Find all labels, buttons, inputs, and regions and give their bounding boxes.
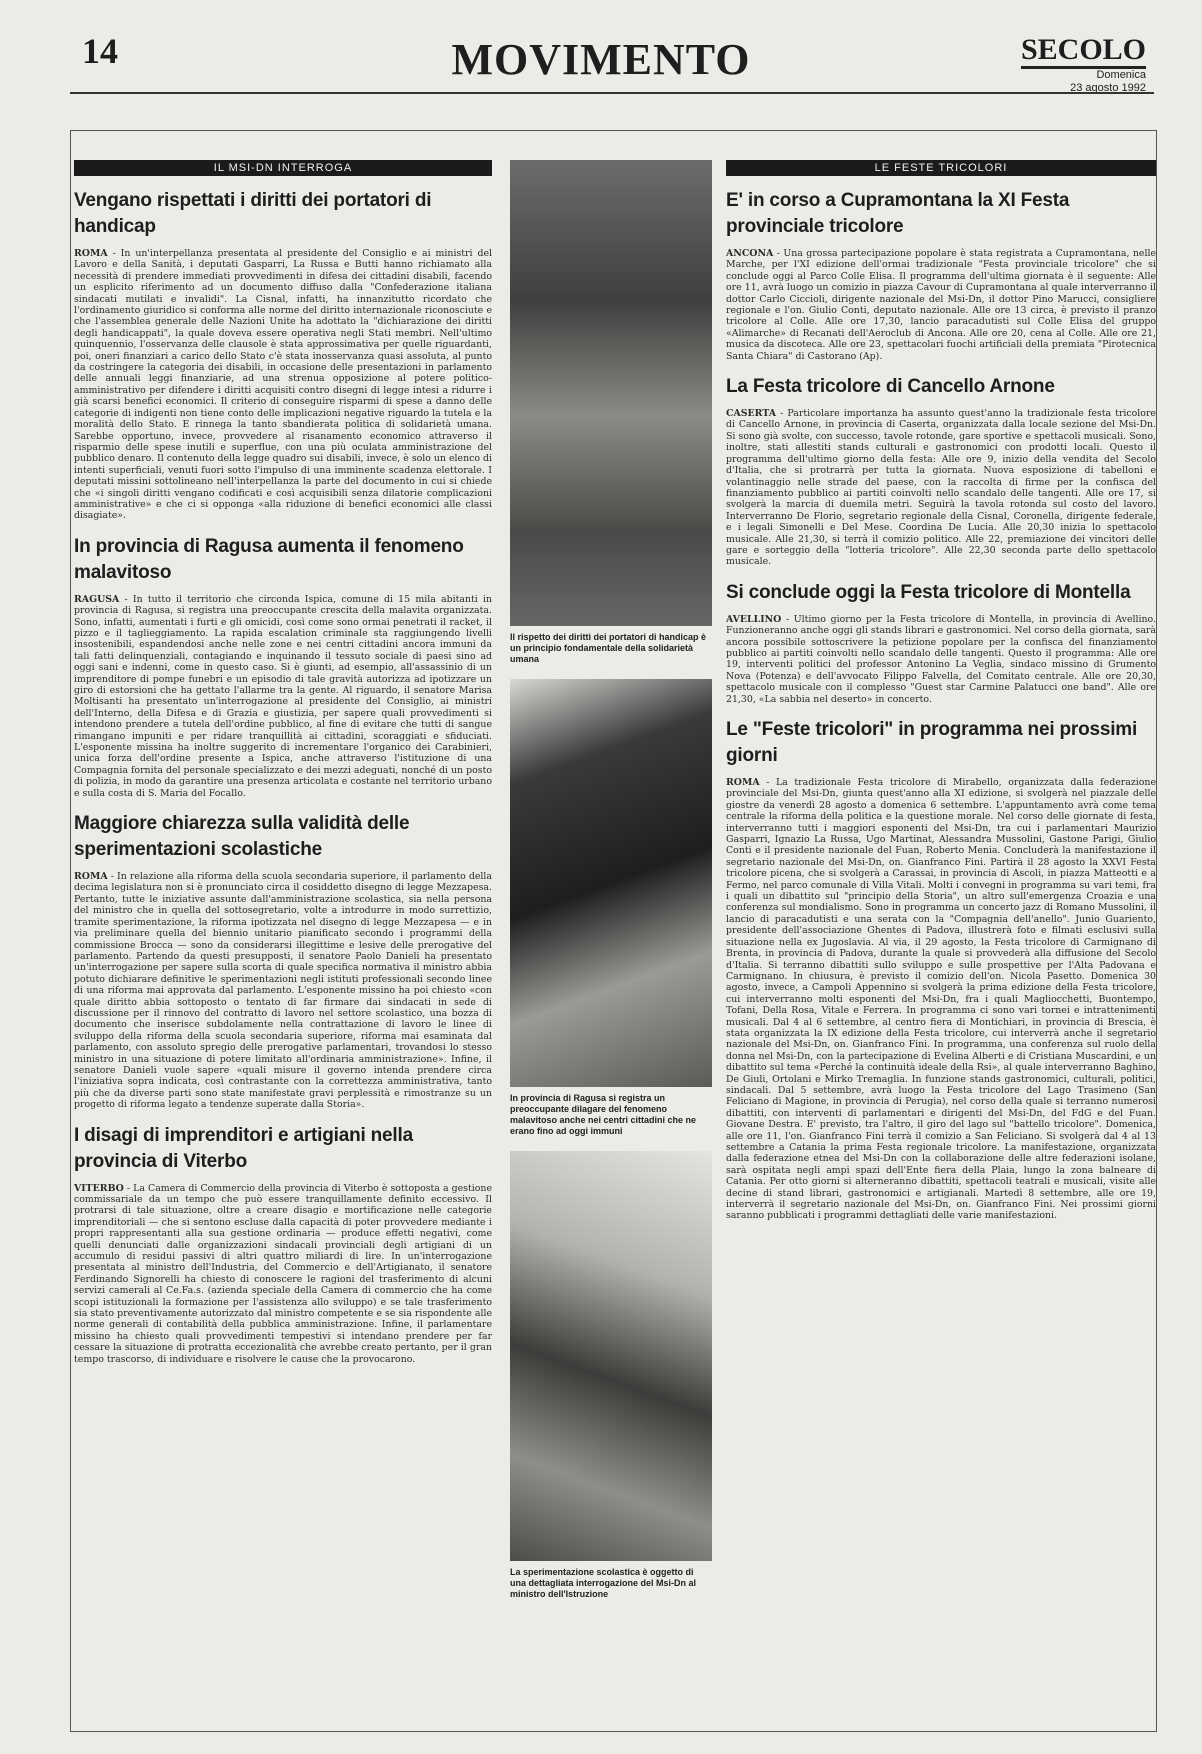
article-text: - La tradizionale Festa tricolore di Mirabello, organizzata dalla federazione provinciale del Msi-Dn, giunta quest'anno alla XI edizione, si svolgerà nel piazzale delle giostre da venerdì 28 agosto a domenica 6 settembre. L'appuntamento avrà come tema centrale la riforma della politica e la questione morale. Nel corso delle giornate di festa, interverranno tutti i maggiori esponenti del Msi-Dn, tra cui i parlamentari Maurizio Gasparri, Ignazio La Russa, Ugo Martinat, Alessandra Mussolini, Gastone Parigi, Giulio Conti e il presidente nazionale del Fuan, Roberto Menia. Concluderà la manifestazione il segretario nazionale del Msi-Dn, on. Gianfranco Fini. Partirà il 28 agosto la XXVI Festa tricolore picena, che si svolgerà a Carassai, in provincia di Ascoli, in piazza Matteotti e a Fermo, nel parco comunale di Villa Vitali. Molti i convegni in programma su vari temi, fra i quali un dibattito sul "principio della Storia", un altro sull'emergenza Croazia e una conferenza sul mondialismo. Sono in programma un concerto jazz di Romano Mussolini, il lancio di paracadutisti e una serata con la "Compagnia dell'anello". Junio Guariento, presidente dell'associazione Ghentes di Padova, illustrerà foto e filmati esclusivi sulla situazione nella ex Jugoslavia. Al via, il 29 agosto, la Festa tricolore di Carmignano di Brenta, in provincia di Padova, durante la quale si provvederà alla diffusione del Secolo d'Italia. Si terranno dibattiti sullo sviluppo e sulle prospettive per l'Alta Padovana e Carmignano. In chiusura, è previsto il comizio dell'on. Nicola Pasetto. Domenica 30 agosto, invece, a Campoli Appennino si svolgerà la prima edizione della Festa tricolore, cui interverranno molti esponenti del Msi-Dn, fra i quali Magliocchetti, Buontempo, Tofani, Della Rosa, Vitale e Ferrera. In programma ci sono vari tornei e intrattenimenti musicali. Dal 4 al 6 settembre, al centro fiera di Montichiari, in provincia di Brescia, è stata organizzata la IX edizione della Festa tricolore, cui interverrà anche il segretario nazionale del Msi-Dn, on. Gianfranco Fini. In programma, una conferenza sul ruolo della donna nel Msi-Dn, con la partecipazione di Evelina Alberti e di Cristiana Muscardini, e un dibattito sul tema «Perché la continuità ideale della Rsi», al quale interverranno Baghino, De Giuli, Ortolani e Mirko Tremaglia. In funzione stands gastronomici, culturali, politici, sindacali. Dal 5 settembre, avrà luogo la Festa tricolore del Lago Trasimeno (San Feliciano di Magione, in provincia di Perugia), nel corso della quale si terranno numerosi dibattiti, con interventi di parlamentari e dirigenti del Msi-Dn, del FdG e del Fuan. Giovane Destra. E' previsto, tra l'altro, il giro del lago sul "battello tricolore". Domenica, alle ore 11, l'on. Gianfranco Fini terrà il comizio a San Feliciano. Si svolgerà dal 4 al 13 settembre a Catania la prima Festa regionale tricolore. La manifestazione, organizzata dalla federazione etnea del Msi-Dn con la collaborazione delle altre federazioni isolane, sarà ospitata negli ampi spazi dell'Ente fiera della Plaia, lungo la zona balneare di Catania. Per otto giorni si alterneranno dibattiti, spettacoli teatrali e musicali, visite alle decine di stand librari, gastronomici e artigianali. Martedì 8 settembre, alle ore 19, interverrà il segretario nazionale del Msi-Dn, on. Gianfranco Fini. Nei prossimi giorni saranno pubblicati i programmi dettagliati delle varie manifestazioni. [726,777,1156,1222]
photo-wheelchair [510,160,712,626]
article-text: - In un'interpellanza presentata al presidente del Consiglio e ai ministri del Lavoro e della Sanità, i deputati Gasparri, La Russa e Butti hanno richiamato alla necessità di prendere immediati provvedimenti in difesa dei cittadini disabili, facendo un esplicito riferimento ad un documento diffuso dalla "Confederazione italiana sindacati mutilati e invalidi". La Cisnal, infatti, ha innanzitutto ricordato che l'ordinamento giuridico si conforma alle norme del diritto internazionale riconosciute e che l'assemblea generale delle Nazioni Unite ha adottato la "dichiarazione dei diritti degli handicappati", la quale doveva essere operativa negli Stati membri. Nell'ultimo quinquennio, l'osservanza delle clausole è stata approssimativa per quelle riguardanti, poi, oneri finanziari a carico dello Stato c'è stata inosservanza quasi assoluta, al punto da costringere la categoria dei disabili, in occasione delle presentazioni in parlamento delle annuali leggi finanziarie, ad una strenua opposizione al potere politico-amministrativo per difendere i diritti acquisiti contro disegni di legge intesi a ridurre i già scarsi benefici economici. Il criterio di conseguire risparmi di spese a danno delle categorie di indigenti non tiene conto delle implicazioni negative riguardo la tutela e la moralità dello Stato. E rinnega la tanto sbandierata politica di solidarietà umana. Sarebbe opportuno, invece, provvedere al risanamento economico attraverso il risparmio delle spese inutili e superflue, con una più oculata amministrazione del pubblico denaro. Il contenuto della legge quadro sui disabili, invece, è solo un elenco di intenti superficiali, venuti fuori sotto l'impulso di una imminente scadenza elettorale. I deputati missini sottolineano nell'interpellanza la parte del documento in cui si chiede che «i singoli diritti vengano codificati e così acquisibili senza dilatorie complicazioni amministrative» e che ci si opponga «alla riduzione di benefici economici alle classi disagiate». [74,248,493,522]
article-title: In provincia di Ragusa aumenta il fenomeno malavitoso [74,535,464,583]
dateline: ROMA [726,777,760,788]
article-text: - Una grossa partecipazione popolare è stata registrata a Cupramontana, nelle Marche, per l'XI edizione dell'ormai tradizionale "Festa provinciale tricolore" che si conclude oggi al Parco Colle Elisa. Il programma dell'ultima giornata è il seguente: Alle ore 11, avrà luogo un comizio in piazza Cavour di Cupramontana al quale interverranno il dottor Carlo Ciccioli, dirigente nazionale del Msi-Dn, il dottor Pino Marucci, consigliere regionale e l'on. Giulio Conti, deputato nazionale. Alle ore 13 circa, è previsto il pranzo tricolore al Colle. Alle ore 17,30, lancio paracadutisti sul Colle Elisa del gruppo «Alimarche» di Recanati dell'Aeroclub di Ancona. Alle ore 20, cena al Colle. Alle ore 21, musica da discoteca. Alle ore 23, spettacolari fuochi artificiali della premiata "Pirotecnica Santa Chiara" di Castorano (Ap). [726,248,1156,362]
article-body [74,248,492,522]
article-text: - In relazione alla riforma della scuola secondaria superiore, il parlamento della decima legislatura non si è pronunciato circa il cosiddetto disegno di legge Mezzapesa. Pertanto, tutte le iniziative assunte dall'amministrazione scolastica, sia nella persona del ministro che in quella del sottosegretario, volte a introdurre in modo surrettizio, tramite sperimentazione, la riforma ipotizzata nel disegno di legge Mezzapesa — e in via preliminare quella del biennio unitario pianificato secondo i programmi della commissione Brocca — sono da considerarsi illegittime e lesive delle prerogative del parlamento. Partendo da questi presupposti, il senatore Paolo Danieli ha presentato un'interrogazione per sapere sulla scorta di quale specifica normativa il ministro abbia potuto dichiarare definitive le sperimentazioni negli istituti professionali secondo linee di una riforma mai approvata dal parlamento. L'esponente missino ha poi chiesto «con quale diritto abbia sottoposto o tentato di far firmare dai sindacati in sede di discussione per il rinnovo del contratto di lavoro nel settore scolastico, una bozza di documento che inserisce subdolamente nella contrattazione di lavoro le linee di sviluppo della riforma della scuola secondaria superiore, riforma mai esaminata dal parlamento, con assoluto spregio delle prerogative parlamentari, trovandosi lo stesso ministro in una situazione di potere limitato all'ordinaria amministrazione». Infine, il senatore Danieli vuole sapere «quali misure il governo intenda prendere circa l'iniziativa sopra indicata, così contrastante con la correttezza amministrativa, tanto più che da diverse parti sono state manifestate gravi perplessità e rimostranze su un progetto di riforma legato a tendenze superate dalla Storia». [74,871,493,1111]
page-number: 14 [82,31,118,71]
article-title: Le "Feste tricolori" in programma nei prossimi giorni [726,719,1138,766]
article-cupramontana [726,188,1156,362]
header-rule [70,92,1154,94]
right-rubric: LE FESTE TRICOLORI [726,160,1156,176]
article-body [726,248,1156,362]
article-body [74,871,492,1111]
article-ragusa [74,534,492,799]
article-title: Maggiore chiarezza sulla validità delle sperimentazioni scolastiche [74,813,410,861]
article-cancello-arnone [726,374,1156,568]
issue-date: 23 agosto 1992 [1070,81,1146,94]
article-title: I disagi di imprenditori e artigiani nella provincia di Viterbo [74,1124,413,1172]
dateline: VITERBO [74,1182,124,1194]
article-body [74,1183,492,1366]
article-body [726,614,1156,705]
dateline: RAGUSA [74,593,120,605]
article-montella [726,580,1156,705]
photo-column [510,160,712,1614]
article-scuola [74,811,492,1111]
left-rubric: IL MSI-DN INTERROGA [74,160,492,176]
article-title: Si conclude oggi la Festa tricolore di Montella [726,581,1131,603]
photo-caption: In provincia di Ragusa si registra un preoccupante dilagare del fenomeno malavitoso anche nei centri cittadini che ne erano fino ad oggi immuni [510,1093,697,1136]
photo-carabinieri [510,679,712,1087]
article-title: La Festa tricolore di Cancello Arnone [726,376,1055,398]
article-text: - In tutto il territorio che circonda Ispica, comune di 15 mila abitanti in provincia di Ragusa, si registra una preoccupante crescita della malavita organizzata. Sono, infatti, aumentati i furti e gli omicidi, così come sono ormai penetrati il racket, il pizzo e il taglieggiamento. La rapida escalation criminale sta raggiungendo livelli insostenibili, espandendosi anche nelle zone e nei centri cittadini ancora immuni da tali fatti delinquenziali, contagiando e inquinando il tessuto sociale di paesi sino ad oggi sani e indenni, come in questo caso. Si è giunti, ad esempio, all'assassinio di un imprenditore di pompe funebri e un episodio di tale gravità autorizza ad ipotizzare un giro di estorsioni che ha gettato l'allarme tra la gente. Al riguardo, il senatore Marisa Moltisanti ha presentato un'interrogazione al presidente del Consiglio, ai ministri dell'Interno, della Difesa e di Grazia e giustizia, per sapere quali provvedimenti si intendono prendere a tutela dell'ordine pubblico, al fine di evitare che tutti di sangue rimangano impuniti e per ridare tranquillità ai cittadini, scoraggiati e sfiduciati. L'esponente missina ha inoltre suggerito di incrementare l'organico dei Carabinieri, unica forza dell'ordine presente a Ispica, anche attraverso l'istituzione di una Compagnia fornita del personale specializzato e dei mezzi adeguati, nonché di un posto di polizia, in modo da garantire una presenza articolata e costante nel territorio urbano e sulla costa di S. Maria del Focallo. [74,593,492,799]
article-text: - La Camera di Commercio della provincia di Viterbo è sottoposta a gestione commissariale da un tempo che può essere tranquillamente definito eccessivo. Il protrarsi di tale situazione, oltre a creare disagio e mortificazione nelle categorie imprenditoriali — che si sentono escluse dalla capacità di poter provvedere mediante i propri rappresentanti alla sua gestione ordinaria — produce effetti negativi, come quelli denunciati dalle organizzazioni sindacali provinciali degli artigiani di un accumulo di residui passivi di altri quattro miliardi di lire. In un'interrogazione presentata al ministro dell'Industria, del Commercio e dell'Artigianato, il senatore Ferdinando Signorelli ha chiesto di conoscere le ragioni del trasferimento di alcuni servizi camerali al Ce.Fa.s. (azienda speciale della Camera di commercio che ha come scopi istituzionali la formazione per l'assistenza allo sviluppo) e se tale trasferimento sia stato preventivamente autorizzato dal ministro competente e se sia rispondente alle norme generali di contabilità della pubblica amministrazione. Infine, il parlamentare missino ha chiesto quali provvedimenti tempestivi si intendano prendere per far cessare la situazione di protratta eccezionalità che avrebbe creato pertanto, per il gran tempo trascorso, di individuare e risolvere le cause che la provocarono. [74,1182,492,1365]
article-viterbo [74,1123,492,1366]
dateline: ANCONA [726,248,774,259]
article-title: Vengano rispettati i diritti dei portatori di handicap [74,190,432,237]
article-feste-programma [726,717,1156,1222]
photo-classroom [510,1151,712,1561]
article-handicap [74,188,492,522]
dateline: ROMA [74,871,108,883]
article-title: E' in corso a Cupramontana la XI Festa provinciale tricolore [726,190,1070,237]
right-column [726,160,1156,1234]
paper-logo: SECOLO [1021,34,1146,69]
masthead [1021,34,1146,95]
left-column [74,160,492,1377]
article-text: - Particolare importanza ha assunto quest'anno la tradizionale festa tricolore di Cancello Arnone, in provincia di Caserta, organizzata dalla locale sezione del Msi-Dn. Si sono già svolte, con successo, tavole rotonde, gare sportive e spettacoli musicali. Sono, inoltre, stati allestiti stands culturali e gastronomici con prodotti locali. Questo il programma dell'ultimo giorno della festa: Alle ore 9, inizio della vendita del Secolo d'Italia, che si protrarrà per tutta la giornata. Nuova esposizione di tabelloni e volantinaggio nelle strade del paese, con la raccolta di firme per la confisca del finanziamento pubblico ai partiti coinvolti nello scandalo delle tangenti. Alle ore 17, si svolgerà la marcia di duemila metri. Seguirà la tavola rotonda sul costo del lavoro. Interverranno De Florio, segretario regionale della Cisnal, Coronella, dirigente federale, e i legali Simonelli e Del Mese. Coordina De Lucia. Alle 20,30 inizia lo spettacolo musicale. Alle 21,30, si terrà il comizio politico. Alle 22, premiazione dei vincitori delle gare e sorteggio della "lotteria tricolore". Alle 22,30 seconda parte dello spettacolo musicale. [726,408,1156,568]
article-body [726,777,1156,1222]
issue-day: Domenica [1096,68,1146,81]
photo-caption: La sperimentazione scolastica è oggetto di una dettagliata interrogazione del Msi-Dn al ministro dell'Istruzione [510,1567,697,1599]
article-body [726,408,1156,568]
section-title: MOVIMENTO [451,35,751,84]
dateline: ROMA [74,248,108,259]
dateline: CASERTA [726,408,777,420]
article-body [74,594,492,799]
photo-caption: Il rispetto dei diritti dei portatori di handicap è un principio fondamentale della solidarietà umana [510,632,707,664]
article-text: - Ultimo giorno per la Festa tricolore di Montella, in provincia di Avellino. Funzioneranno anche oggi gli stands librari e gastronomici. Nel corso della giornata, sarà ancora possibile sottoscrivere la petizione popolare per la confisca del finanziamento pubblico ai partiti coinvolti nello scandalo delle tangenti. Questo il programma: Alle ore 19, interventi politici del professor Antonino La Veglia, sindaco missino di Grumento Nova (Potenza) e dell'avvocato Filippo Falvella, del Comitato centrale. Alle ore 20,30, spettacolo musicale con il complesso "Guest star Carmine Palatucci one band". Alle ore 21,30, «La sabbia nel deserto» in concerto. [726,613,1156,705]
dateline: AVELLINO [726,613,782,625]
